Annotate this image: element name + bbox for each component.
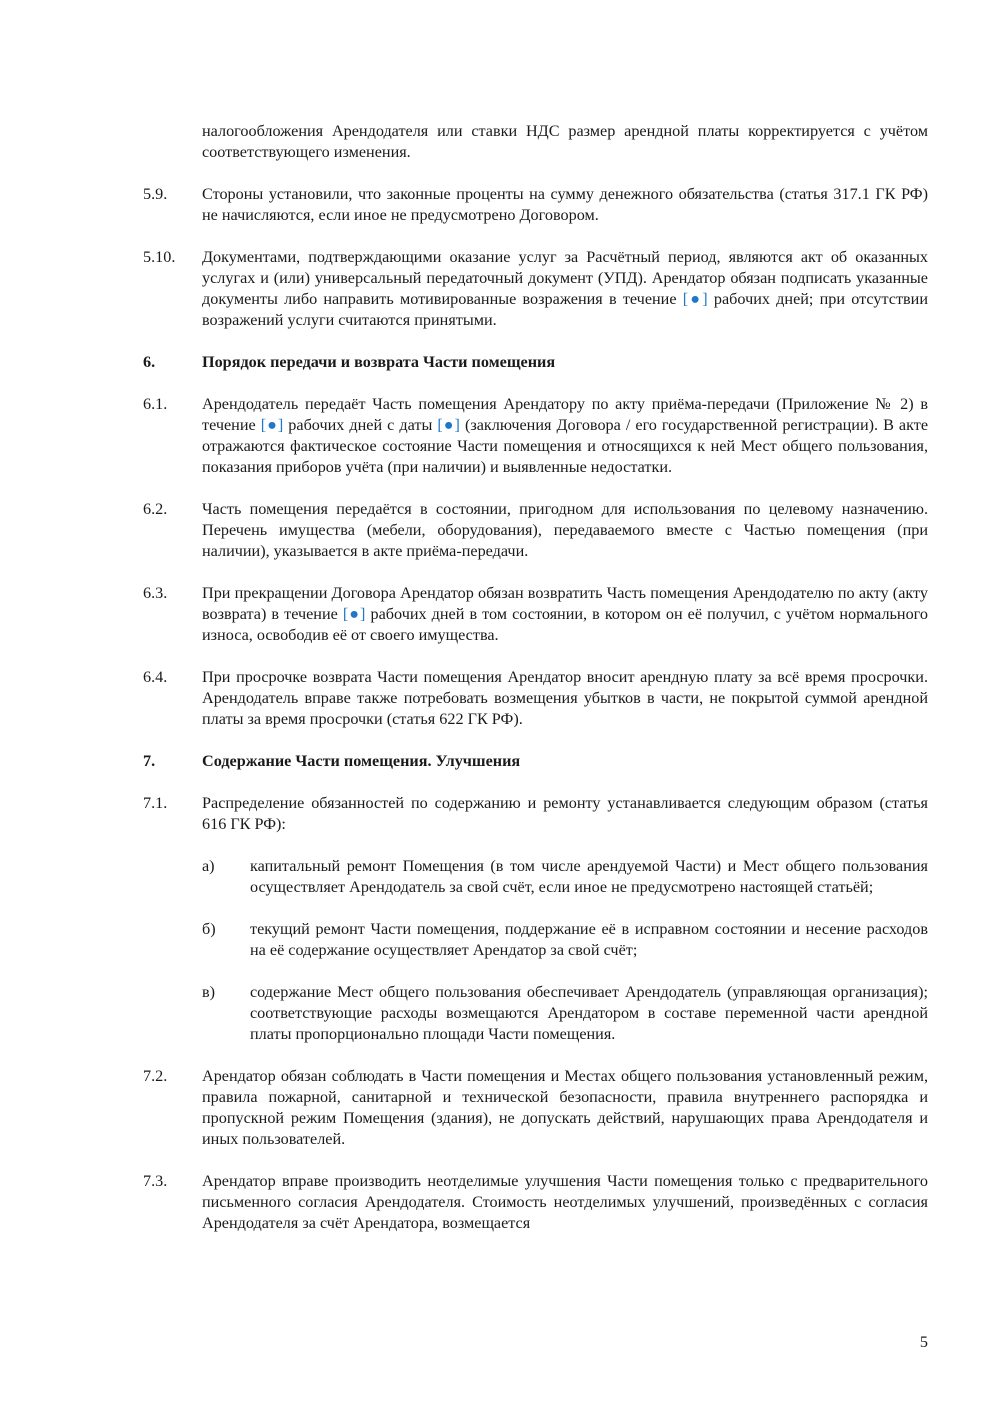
section-title: Содержание Части помещения. Улучшения xyxy=(202,752,521,770)
clause-7-3 xyxy=(143,1171,928,1234)
clause-number: 7.2. xyxy=(143,1067,168,1085)
clause-6-4 xyxy=(143,667,928,730)
clause-text-part: (заключения Договора / его государственной регистрации). В акте отражаются фактическое состояние Части помещения и относящихся к ней Мест общего пользования, показания приборов учёта (при наличии) и выявленные недостатки. xyxy=(202,416,929,476)
placeholder-marker: [●] xyxy=(682,290,708,308)
clause-text: Арендатор вправе производить неотделимые улучшения Части помещения только с предварительного письменного согласия Арендодателя. Стоимость неотделимых улучшений, произведённых с согласия Арендодателя за счёт Арендатора, возмещается xyxy=(202,1172,928,1232)
clause-number: 6.1. xyxy=(143,395,168,413)
subitem-b xyxy=(202,919,928,961)
clause-text: Стороны установили, что законные проценты на сумму денежного обязательства (статья 317.1 ГК РФ) не начисляются, если иное не предусмотрено Договором. xyxy=(202,185,928,224)
clause-number: 7.3. xyxy=(143,1172,168,1190)
clause-number: 6.4. xyxy=(143,668,168,686)
clause-text-part: Документами, подтверждающими оказание услуг за Расчётный период, являются акт об оказанных услугах и (или) универсальный передаточный документ (УПД). Арендатор обязан подписать указанные документы либо направить мотивированные возражения в течение xyxy=(202,248,928,308)
subitem-text: капитальный ремонт Помещения (в том числе арендуемой Части) и Мест общего пользования осуществляет Арендодатель за свой счёт, если иное не предусмотрено настоящей статьёй; xyxy=(250,857,928,896)
clause-6-1 xyxy=(143,394,928,478)
section-heading-6 xyxy=(143,352,928,373)
clause-7-2 xyxy=(143,1066,928,1150)
section-title: Порядок передачи и возврата Части помещения xyxy=(202,353,556,371)
section-number: 7. xyxy=(143,752,156,770)
continued-paragraph: налогообложения Арендодателя или ставки НДС размер арендной платы корректируется с учётом соответствующего изменения. xyxy=(202,122,928,161)
clause-number: 6.2. xyxy=(143,500,168,518)
clause-6-2 xyxy=(143,499,928,562)
clause-text xyxy=(202,583,928,646)
section-heading-7 xyxy=(143,751,928,772)
subitem-letter: а) xyxy=(202,857,215,875)
subitem-v xyxy=(202,982,928,1045)
subitem-text: содержание Мест общего пользования обеспечивает Арендодатель (управляющая организация); соответствующие расходы возмещаются Арендатором в составе переменной части арендной платы пропорционально площади Части помещения. xyxy=(250,983,928,1043)
clause-5-9 xyxy=(143,184,928,226)
clause-number: 5.9. xyxy=(143,185,168,203)
clause-text xyxy=(202,247,928,331)
clause-6-3 xyxy=(143,583,928,646)
clause-number: 5.10. xyxy=(143,248,176,266)
clause-number: 7.1. xyxy=(143,794,168,812)
clause-text: При просрочке возврата Части помещения Арендатор вносит арендную плату за всё время просрочки. Арендодатель вправе также потребовать возмещения убытков в части, не покрытой суммой арендной платы за время просрочки (статья 622 ГК РФ). xyxy=(202,668,928,728)
document-content xyxy=(143,121,928,1255)
placeholder-marker: [●] xyxy=(260,416,284,434)
clause-number: 6.3. xyxy=(143,584,168,602)
clause-text-part: Арендодатель передаёт Часть помещения Арендатору по акту приёма-передачи (Приложение № 2) в течение xyxy=(202,395,928,434)
subitem-text: текущий ремонт Части помещения, поддержание её в исправном состоянии и несение расходов на её содержание осуществляет Арендатор за свой счёт; xyxy=(250,920,928,959)
clause-text-part: рабочих дней в том состоянии, в котором он её получил, с учётом нормального износа, освободив её от своего имущества. xyxy=(202,605,929,644)
clause-text xyxy=(202,394,928,478)
subitem-letter: в) xyxy=(202,983,216,1001)
subitem-letter: б) xyxy=(202,920,216,938)
page-number: 5 xyxy=(919,1333,928,1351)
clause-text: Распределение обязанностей по содержанию и ремонту устанавливается следующим образом (статья 616 ГК РФ): xyxy=(202,794,928,833)
clause-text: Часть помещения передаётся в состоянии, пригодном для использования по целевому назначению. Перечень имущества (мебели, оборудования), передаваемого вместе с Частью помещения (при наличии), указывается в акте приёма-передачи. xyxy=(202,500,928,560)
clause-text-part: рабочих дней; при отсутствии возражений услуги считаются принятыми. xyxy=(202,290,928,329)
clause-text: Арендатор обязан соблюдать в Части помещения и Местах общего пользования установленный режим, правила пожарной, санитарной и технической безопасности, правила внутреннего распорядка и пропускной режим Помещения (здания), не допускать действий, нарушающих права Арендодателя и иных пользователей. xyxy=(202,1067,928,1148)
placeholder-marker: [●] xyxy=(437,416,460,434)
clause-text-part: рабочих дней с даты xyxy=(288,416,433,434)
subitem-a xyxy=(202,856,928,898)
section-number: 6. xyxy=(143,353,156,371)
clause-5-10 xyxy=(143,247,928,331)
clause-text-part: При прекращении Договора Арендатор обязан возвратить Часть помещения Арендодателю по акту (акту возврата) в течение xyxy=(202,584,928,623)
clause-7-1 xyxy=(143,793,928,835)
placeholder-marker: [●] xyxy=(342,605,366,623)
